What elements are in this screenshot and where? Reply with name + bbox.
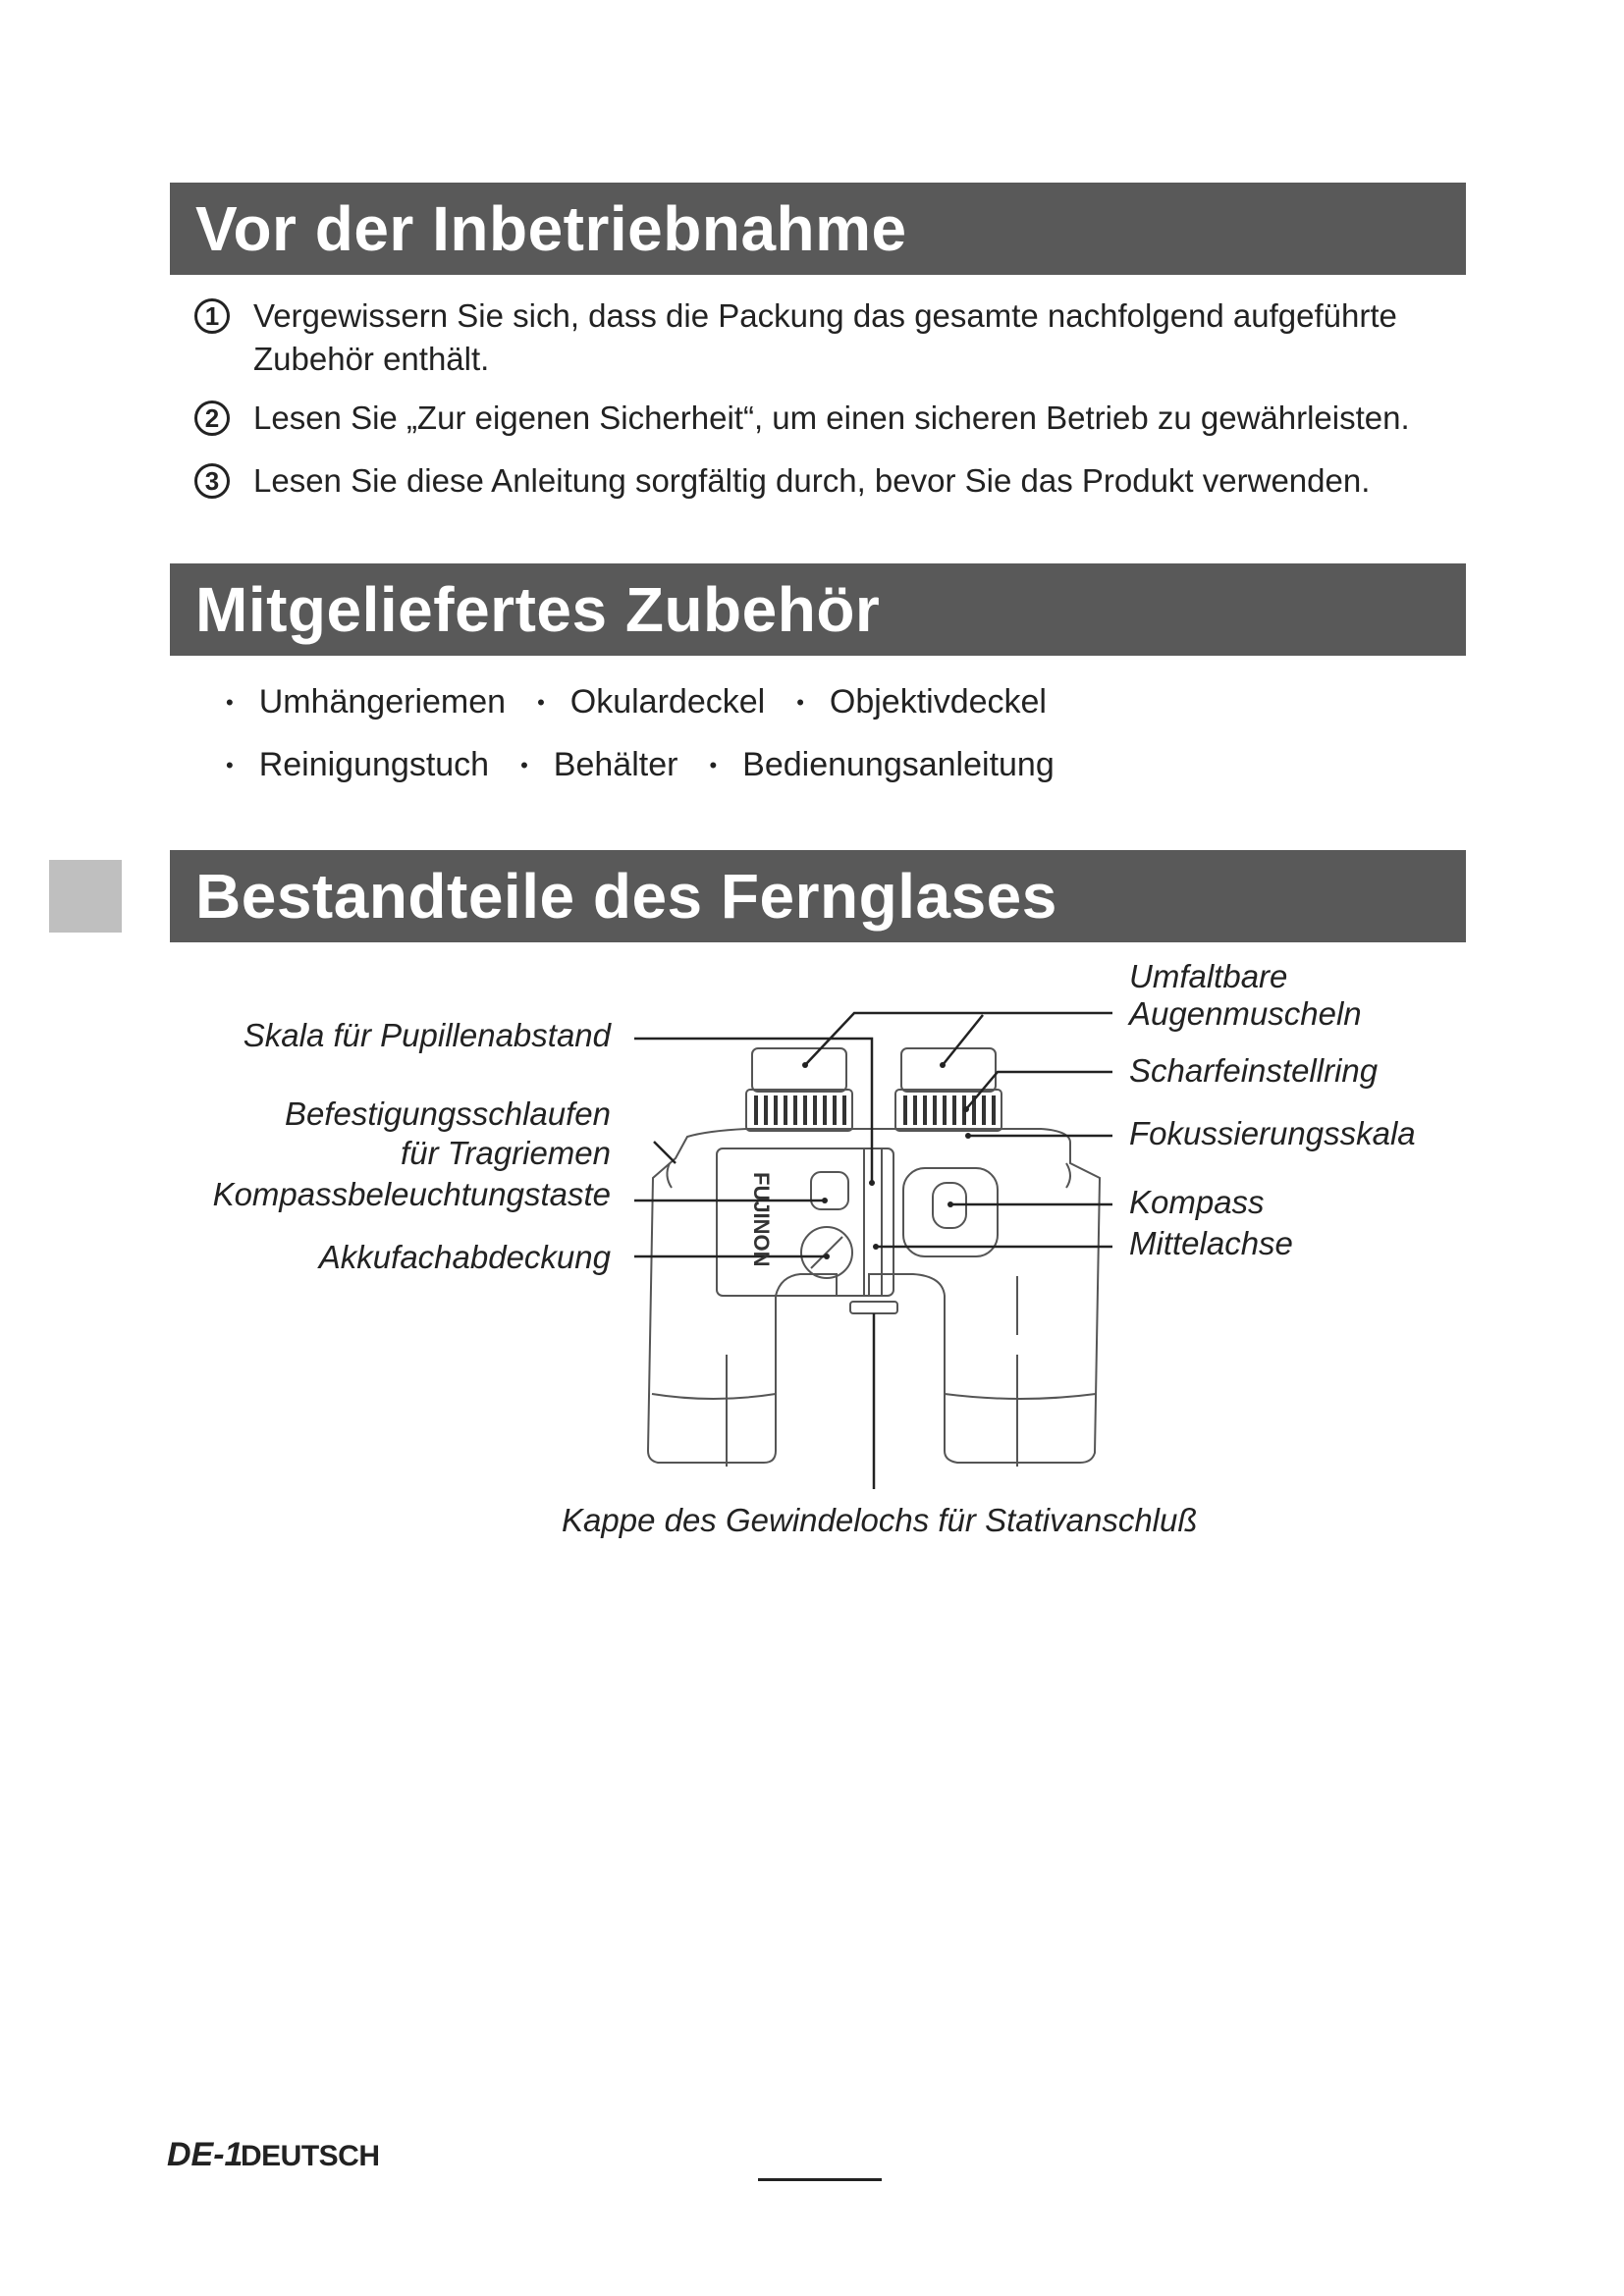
bullet-icon: • — [709, 752, 718, 777]
section-title: Vor der Inbetriebnahme — [195, 193, 907, 264]
label-ipd-scale: Skala für Pupillenabstand — [243, 1017, 611, 1053]
left-eyecup — [752, 1048, 846, 1092]
bullet-icon: • — [226, 752, 234, 777]
label-center-axis: Mittelachse — [1129, 1225, 1293, 1261]
bullet-icon: • — [537, 689, 545, 715]
list-item: • Okulardeckel — [537, 683, 766, 721]
step-number: 2 — [194, 400, 230, 436]
section-title: Mitgeliefertes Zubehör — [195, 574, 881, 645]
label-strap-loops-line2: für Tragriemen — [401, 1135, 611, 1171]
bullet-icon: • — [226, 689, 234, 715]
tripod-cap — [850, 1302, 897, 1313]
list-item: • Objektivdeckel — [796, 683, 1047, 721]
footer-divider — [758, 2178, 882, 2181]
label-focus-ring: Scharfeinstellring — [1129, 1052, 1379, 1089]
step-number: 3 — [194, 463, 230, 499]
language-label: DEUTSCH — [241, 2140, 380, 2172]
bullet-icon: • — [796, 689, 804, 715]
label-compass: Kompass — [1129, 1184, 1265, 1220]
bullet-icon: • — [520, 752, 528, 777]
right-eyecup — [901, 1048, 996, 1092]
label-tripod-cap: Kappe des Gewindelochs für Stativanschluß — [562, 1502, 1198, 1538]
step-text: Lesen Sie diese Anleitung sorgfältig durch, bevor Sie das Produkt verwenden. — [253, 462, 1371, 499]
list-item: • Umhängeriemen — [226, 683, 507, 721]
leader-lines — [634, 1013, 1112, 1489]
label-strap-loops-line1: Befestigungsschlaufen — [284, 1095, 611, 1132]
list-item: • Bedienungsanleitung — [709, 746, 1055, 783]
label-battery-cover: Akkufachabdeckung — [318, 1239, 611, 1275]
compass-light-button — [811, 1172, 848, 1209]
label-eyecups-line1: Umfaltbare — [1129, 958, 1288, 994]
step-number: 1 — [194, 298, 230, 334]
label-focus-scale: Fokussierungsskala — [1129, 1115, 1416, 1151]
list-item: • Reinigungstuch — [226, 746, 490, 783]
step-text: Lesen Sie „Zur eigenen Sicherheit“, um einen sicheren Betrieb zu gewährleisten. — [253, 400, 1410, 436]
list-item: • Behälter — [520, 746, 678, 783]
label-eyecups-line2: Augenmuscheln — [1129, 995, 1362, 1032]
label-compass-light: Kompassbeleuchtungstaste — [212, 1176, 611, 1212]
section-title: Bestandteile des Fernglases — [195, 861, 1057, 932]
step-text: Vergewissern Sie sich, dass die Packung das gesamte nachfolgend aufgeführte Zubehör enthält. — [253, 297, 1397, 377]
page-code: DE-1 — [167, 2136, 244, 2173]
brand-text: FUJINON — [749, 1172, 774, 1267]
